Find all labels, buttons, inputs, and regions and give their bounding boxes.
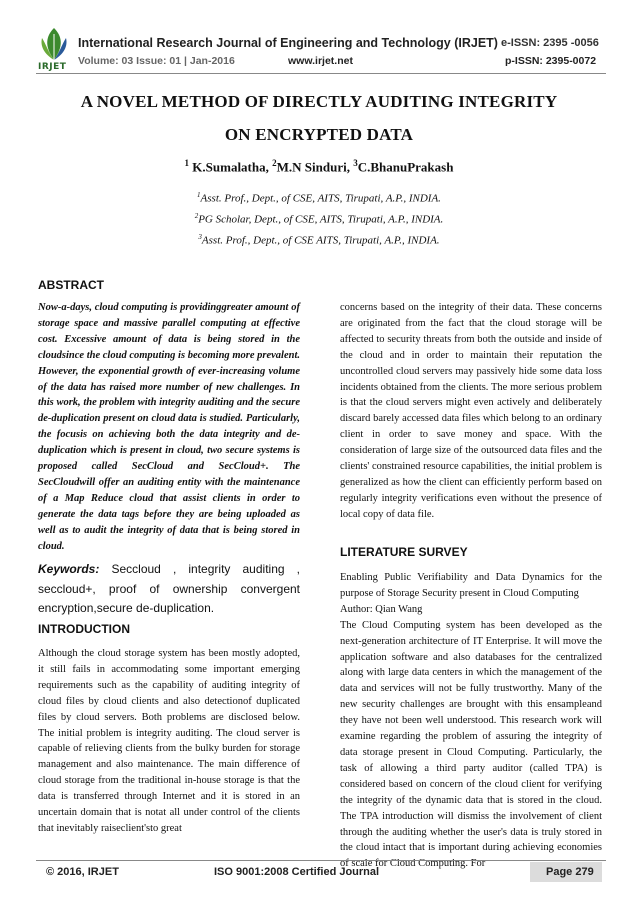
volume-info: Volume: 03 Issue: 01 | Jan-2016 [78,55,235,67]
author-name: K.Sumalatha, [192,159,269,175]
website[interactable]: www.irjet.net [288,55,353,67]
abstract-text: Now-a-days, cloud computing is providinggreater amount of storage space and massive parallel computing at effective cost. Excessive amount of data is being stored in the cloudsince the cloud computing is becoming more prevalent. However, the exponential growth of ever-increasing volume of the data has raised more number of new challenges. In this work, the problem with integrity auditing and the secure de-duplication present on cloud data is studied. Particularly, the focusis on achieving both the data integrity and de-duplication which is present in cloud, two secure systems is proposed called SecCloud and SecCloud+. The SecCloudwill offer an auditing entity with the maintenance of a Map Reduce cloud that assist clients in order to generate the data tags before they are being uploaded as well as to audit the integrity of data that is being stored in cloud. [38,302,300,552]
header-divider [36,73,606,74]
affiliation [0,191,638,205]
aff-sup: 2 [194,212,199,220]
literature-survey-heading: LITERATURE SURVEY [340,545,468,559]
author-sup: 3 [353,158,358,168]
pissn: p-ISSN: 2395-0072 [505,55,597,67]
reference-author: Author: Qian Wang [340,603,423,615]
author-sup: 2 [272,158,277,168]
footer-divider [36,860,606,861]
page-number: Page 279 [546,866,594,878]
affiliation [0,212,638,226]
keywords [38,560,300,619]
literature-text: The Cloud Computing system has been developed as the next-generation architecture of IT Enterprise. It will move the application software and also databases for the centralized along with large data centers in which the management of the data and services will not be fully trustworthy. Many of the new security challenges are brought with this ensampleand they have not been well understood. This research work will examine regarding the problem of assuring the integrity of data storage present in Cloud Computing. Particularly, the task of allowing a third party auditor (called TPA) is considered based on concern of the cloud client for verifying the integrity of the dynamic data that is stored in the cloud. The TPA introduction will dismiss the involvement of client through the auditing whether the user's data is truly stored in the cloud intact that is important during achieving economies of scale for Cloud Computing. For [340,619,602,870]
eissn: e-ISSN: 2395 -0056 [501,37,599,49]
reference-title: Enabling Public Verifiability and Data Dynamics for the purpose of Storage Security present in Cloud Computing [340,572,602,599]
right-column-text: concerns based on the integrity of their data. These concerns are originated from the fact that the cloud storage will be affected to security threats from both the outside and inside of the cloud and in order to maintain their reputation the uncontrolled cloud servers may passively hide some data loss incidents obtained from the clients. The more serious problem is that the cloud servers might even actively and deliberately discard barely accessed data files which belong to an ordinary client in order to save money and space. With the consideration of large size of the outsourced data files and the clients' constrained resource capabilities, the initial problem is generalized as how the client can efficiently perform based on regularly integrity verifications even without the presence of local copy of data file. [340,302,602,520]
aff-sup: 3 [198,233,202,241]
keywords-text: Seccloud , integrity auditing , seccloud+, proof of ownership convergent encryption,secure de-duplication. [38,562,300,615]
journal-name: International Research Journal of Engineering and Technology (IRJET) [78,36,498,50]
introduction-heading: INTRODUCTION [38,622,130,636]
aff-sup: 1 [197,191,201,199]
paper-title-line2: ON ENCRYPTED DATA [224,125,414,144]
author-name: M.N Sinduri, [276,159,350,175]
iso-certification: ISO 9001:2008 Certified Journal [214,866,380,878]
abstract-heading: ABSTRACT [38,278,104,292]
authors-line [0,158,638,175]
affiliation [0,233,638,247]
logo-text: IRJET [38,62,67,72]
keywords-label: Keywords: [38,562,100,576]
introduction-text: Although the cloud storage system has been mostly adopted, it still fails in accommodating some important emerging requirements such as the capability of auditing integrity of cloud files by cloud clients and also detectionof duplicated files by cloud servers. Both problems are disclosed below. The initial problem is integrity auditing. The cloud server is capable of relieving clients from the bulky burden for storage management and also maintenance. The main difference of cloud storage from the traditional in-house storage is that the data is transferred through Internet and it is stored in an uncertain domain that is notat all under control of the clients that inevitably raiseclient'sto great [38,648,300,834]
paper-title-line1: A NOVEL METHOD OF DIRECTLY AUDITING INTEGRITY [80,92,558,111]
author-sup: 1 [184,158,190,168]
author-name: C.BhanuPrakash [357,159,454,175]
copyright: © 2016, IRJET [46,866,119,878]
aff-text: PG Scholar, Dept., of CSE, AITS, Tirupati, A.P., INDIA. [198,213,444,226]
aff-text: Asst. Prof., Dept., of CSE, AITS, Tirupati, A.P., INDIA. [200,192,441,205]
literature-survey-body [340,570,602,872]
aff-text: Asst. Prof., Dept., of CSE AITS, Tirupati, A.P., INDIA. [201,234,440,247]
